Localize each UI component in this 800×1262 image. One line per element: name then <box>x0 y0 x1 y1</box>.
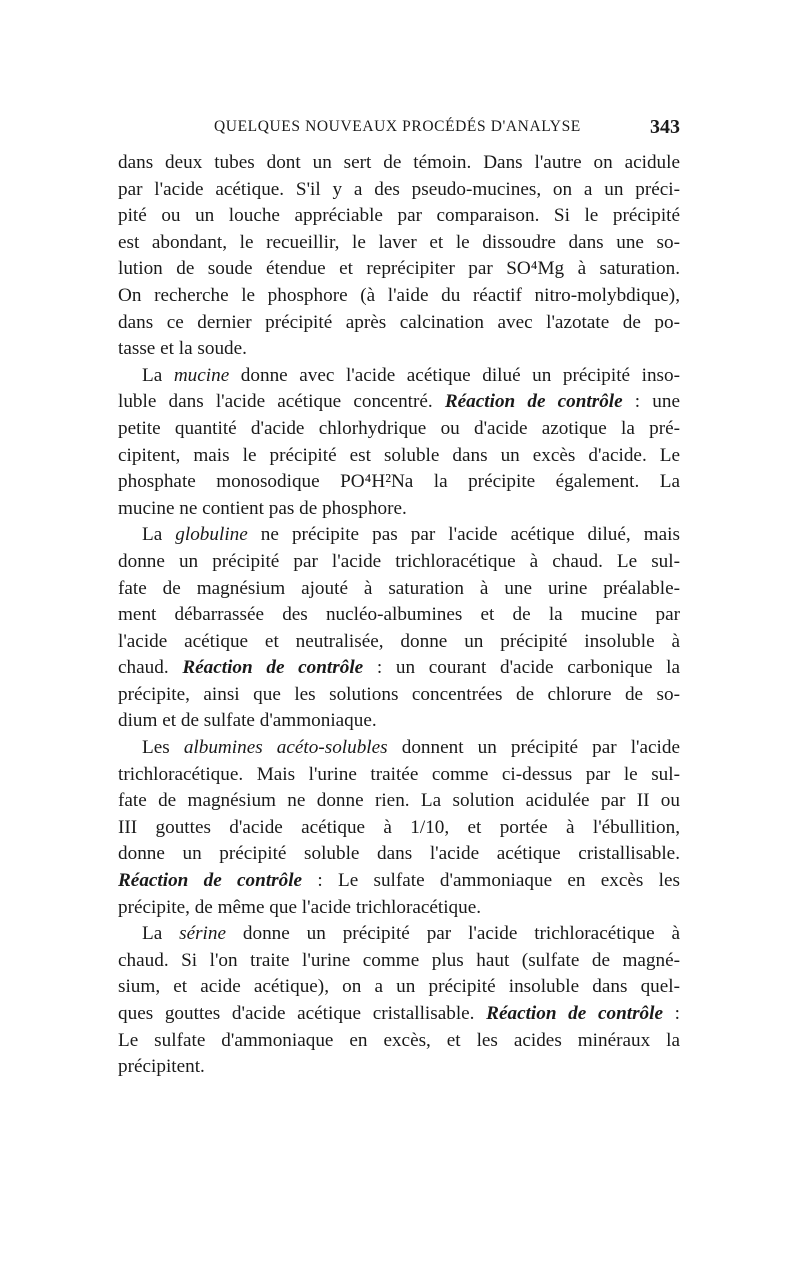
text-line <box>118 762 680 789</box>
text-line <box>118 948 680 975</box>
text-segment: La <box>142 923 180 945</box>
text-segment: cipitent, mais le précipité est soluble dans un excès d'acide. Le <box>118 444 680 466</box>
text-line <box>118 629 680 656</box>
text-line <box>118 1028 680 1055</box>
running-head: QUELQUES NOUVEAUX PROCÉDÉS D'ANALYSE <box>214 118 581 135</box>
emphasized-term: globuline <box>175 524 248 546</box>
text-segment: donne un précipité soluble dans l'acide acétique cristallisable. <box>118 843 680 865</box>
text-segment: tasse et la soude. <box>118 338 247 360</box>
control-reaction-heading: Réaction de contrôle <box>182 657 364 679</box>
text-line <box>118 522 680 549</box>
text-segment: La <box>142 524 176 546</box>
text-segment: fate de magnésium ne donne rien. La solution acidulée par II ou <box>118 790 680 812</box>
text-segment: trichloracétique. Mais l'urine traitée comme ci-dessus par le sul- <box>118 763 680 785</box>
text-segment: petite quantité d'acide chlorhydrique ou d'acide azotique la pré- <box>118 417 680 439</box>
emphasized-term: mucine <box>173 364 230 386</box>
text-segment: précipitent. <box>118 1056 205 1078</box>
text-segment: chaud. Si l'on traite l'urine comme plus haut (sulfate de magné- <box>118 949 680 971</box>
text-segment: sium, et acide acétique), on a un précipité insoluble dans quel- <box>118 976 680 998</box>
text-segment: : Le sulfate d'ammoniaque en excès les <box>302 870 680 892</box>
text-segment: : une <box>622 391 681 413</box>
text-line <box>118 203 680 230</box>
text-segment: ques gouttes d'acide acétique cristallisable. <box>118 1003 487 1024</box>
text-segment: On recherche le phosphore (à l'aide du réactif nitro-molybdique), <box>118 284 680 306</box>
text-line <box>118 815 680 842</box>
text-segment: fate de magnésium ajouté à saturation à une urine préalable- <box>118 577 680 599</box>
text-line <box>118 895 680 922</box>
text-segment: dans deux tubes dont un sert de témoin. Dans l'autre on acidule <box>118 152 680 173</box>
text-segment: pité ou un louche appréciable par comparaison. Si le précipité <box>118 205 680 227</box>
text-line <box>118 788 680 815</box>
text-line <box>118 921 680 948</box>
text-line <box>118 576 680 603</box>
page-number: 343 <box>650 116 680 138</box>
text-line <box>118 841 680 868</box>
text-line <box>118 682 680 709</box>
text-line <box>118 602 680 629</box>
text-segment: donnent un précipité par l'acide <box>387 737 680 759</box>
text-line <box>118 443 680 470</box>
text-line <box>118 389 680 416</box>
text-segment: La <box>142 364 174 386</box>
text-line <box>118 974 680 1001</box>
text-line <box>118 655 680 682</box>
text-line <box>118 336 680 363</box>
text-segment: Le sulfate d'ammoniaque en excès, et les acides minéraux la <box>118 1029 680 1051</box>
text-segment: III gouttes d'acide acétique à 1/10, et portée à l'ébullition, <box>118 816 680 838</box>
body-text <box>118 150 680 1081</box>
text-segment: précipite, ainsi que les solutions concentrées de chlorure de so- <box>118 683 680 705</box>
control-reaction-heading: Réaction de contrôle <box>444 391 623 413</box>
text-segment: ment débarrassée des nucléo-albumines et de la mucine par <box>118 604 680 626</box>
text-line <box>118 1054 680 1081</box>
text-segment: dans ce dernier précipité après calcination avec l'azotate de po- <box>118 311 680 333</box>
emphasized-term: sérine <box>179 923 227 945</box>
text-line <box>118 549 680 576</box>
text-segment: précipite, de même que l'acide trichloracétique. <box>118 896 482 918</box>
text-segment: luble dans l'acide acétique concentré. <box>118 391 445 413</box>
text-line <box>118 363 680 390</box>
text-line <box>118 150 680 177</box>
text-segment: : <box>662 1003 680 1024</box>
text-line <box>118 256 680 283</box>
text-line <box>118 708 680 735</box>
text-segment: dium et de sulfate d'ammoniaque. <box>118 710 377 732</box>
emphasized-term: albumines acéto-solubles <box>183 737 388 759</box>
text-segment: lution de soude étendue et reprécipiter par SO⁴Mg à saturation. <box>118 258 680 280</box>
text-segment: donne avec l'acide acétique dilué un précipité inso- <box>229 364 680 386</box>
text-line <box>118 496 680 523</box>
text-segment: : un courant d'acide carbonique la <box>363 657 680 679</box>
text-segment: l'acide acétique et neutralisée, donne un précipité insoluble à <box>118 630 680 652</box>
text-segment: par l'acide acétique. S'il y a des pseudo-mucines, on a un préci- <box>118 178 680 200</box>
text-line <box>118 1001 680 1028</box>
text-line <box>118 230 680 257</box>
control-reaction-heading: Réaction de contrôle <box>118 870 303 892</box>
text-segment: ne précipite pas par l'acide acétique dilué, mais <box>247 524 680 546</box>
text-line <box>118 469 680 496</box>
text-line <box>118 868 680 895</box>
text-line <box>118 177 680 204</box>
text-line <box>118 310 680 337</box>
text-segment: mucine ne contient pas de phosphore. <box>118 497 407 519</box>
text-line <box>118 283 680 310</box>
text-segment: chaud. <box>118 657 183 679</box>
page-header <box>118 116 680 140</box>
text-line <box>118 416 680 443</box>
text-line <box>118 735 680 762</box>
text-segment: est abondant, le recueillir, le laver et le dissoudre dans une so- <box>118 231 680 253</box>
text-segment: donne un précipité par l'acide trichloracétique à chaud. Le sul- <box>118 550 680 572</box>
text-segment: donne un précipité par l'acide trichloracétique à <box>226 923 680 945</box>
control-reaction-heading: Réaction de contrôle <box>486 1003 663 1024</box>
text-segment: Les <box>142 737 184 759</box>
text-segment: phosphate monosodique PO⁴H²Na la précipite également. La <box>118 471 680 493</box>
